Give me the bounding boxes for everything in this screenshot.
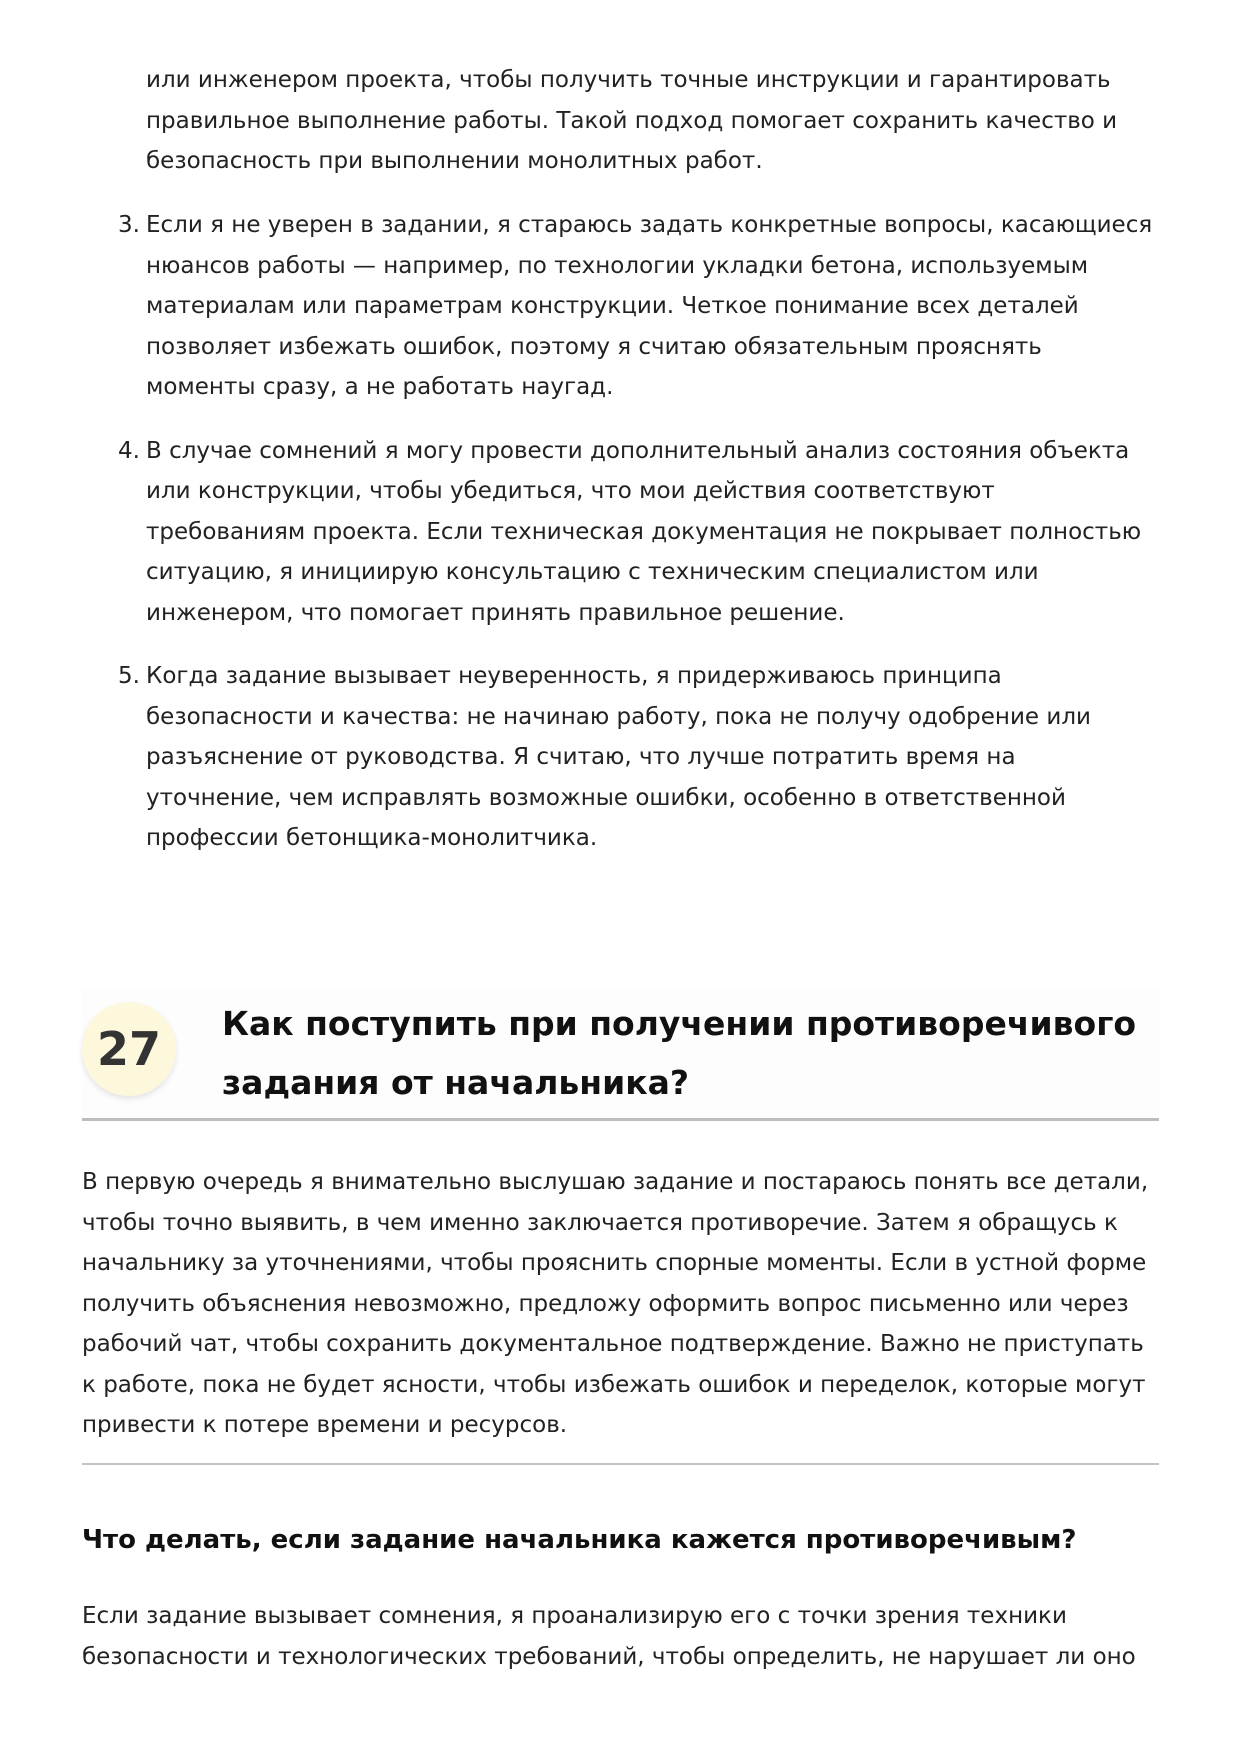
question-title: Как поступить при получении противоречивого задания от начальника? bbox=[222, 1004, 1137, 1102]
question-answer: В первую очередь я внимательно выслушаю задание и постараюсь понять все детали, чтобы точно выявить, в чем именно заключается противоречие. Затем я обращусь к начальнику за уточнениями, чтобы прояснить спорные моменты. Если в устной форме получить объяснения невозможно, предложу оформить вопрос письменно или через рабочий чат, чтобы сохранить документальное подтверждение. Важно не приступать к работе, пока не будет ясности, чтобы избежать ошибок и переделок, которые могут привести к потере времени и ресурсов. bbox=[82, 1169, 1149, 1438]
list-item-text: Когда задание вызывает неуверенность, я придерживаюсь принципа безопасности и качества: не начинаю работу, пока не получу одобрение или разъяснение от руководства. Я считаю, что лучше потратить время на уточнение, чем исправлять возможные ошибки, особенно в ответственной профессии бетонщика-монолитчика. bbox=[146, 663, 1091, 851]
question-number-badge: 27 bbox=[82, 1002, 176, 1096]
list-item-text: В случае сомнений я могу провести дополнительный анализ состояния объекта или конструкции, чтобы убедиться, что мои действия соответствуют требованиям проекта. Если техническая документация не покрывает полностью ситуацию, я инициирую консультацию с техническим специалистом или инженером, что помогает принять правильное решение. bbox=[146, 437, 1142, 626]
section-divider bbox=[82, 1463, 1159, 1465]
question-header bbox=[82, 990, 1159, 1121]
list-item-continuation bbox=[146, 60, 1156, 182]
answer-list bbox=[118, 205, 1156, 882]
sub-question-answer: Если задание вызывает сомнения, я проанализирую его с точки зрения техники безопасности и технологических требований, чтобы определить, не нарушает ли оно bbox=[82, 1603, 1136, 1670]
list-item-number: 4. bbox=[118, 437, 140, 464]
list-item-text: Если я не уверен в задании, я стараюсь задать конкретные вопросы, касающиеся нюансов работы — например, по технологии укладки бетона, используемым материалам или параметрам конструкции. Четкое понимание всех деталей позволяет избежать ошибок, поэтому я считаю обязательным прояснять моменты сразу, а не работать наугад. bbox=[146, 212, 1153, 400]
list-item-number: 5. bbox=[118, 663, 140, 689]
sub-question-title: Что делать, если задание начальника кажется противоречивым? bbox=[82, 1525, 1077, 1555]
list-item bbox=[118, 205, 1156, 408]
list-item-text: или инженером проекта, чтобы получить точные инструкции и гарантировать правильное выполнение работы. Такой подход помогает сохранить качество и безопасность при выполнении монолитных работ. bbox=[146, 67, 1118, 174]
list-item bbox=[118, 656, 1156, 859]
list-item bbox=[118, 431, 1156, 634]
list-item-number: 3. bbox=[118, 212, 140, 238]
